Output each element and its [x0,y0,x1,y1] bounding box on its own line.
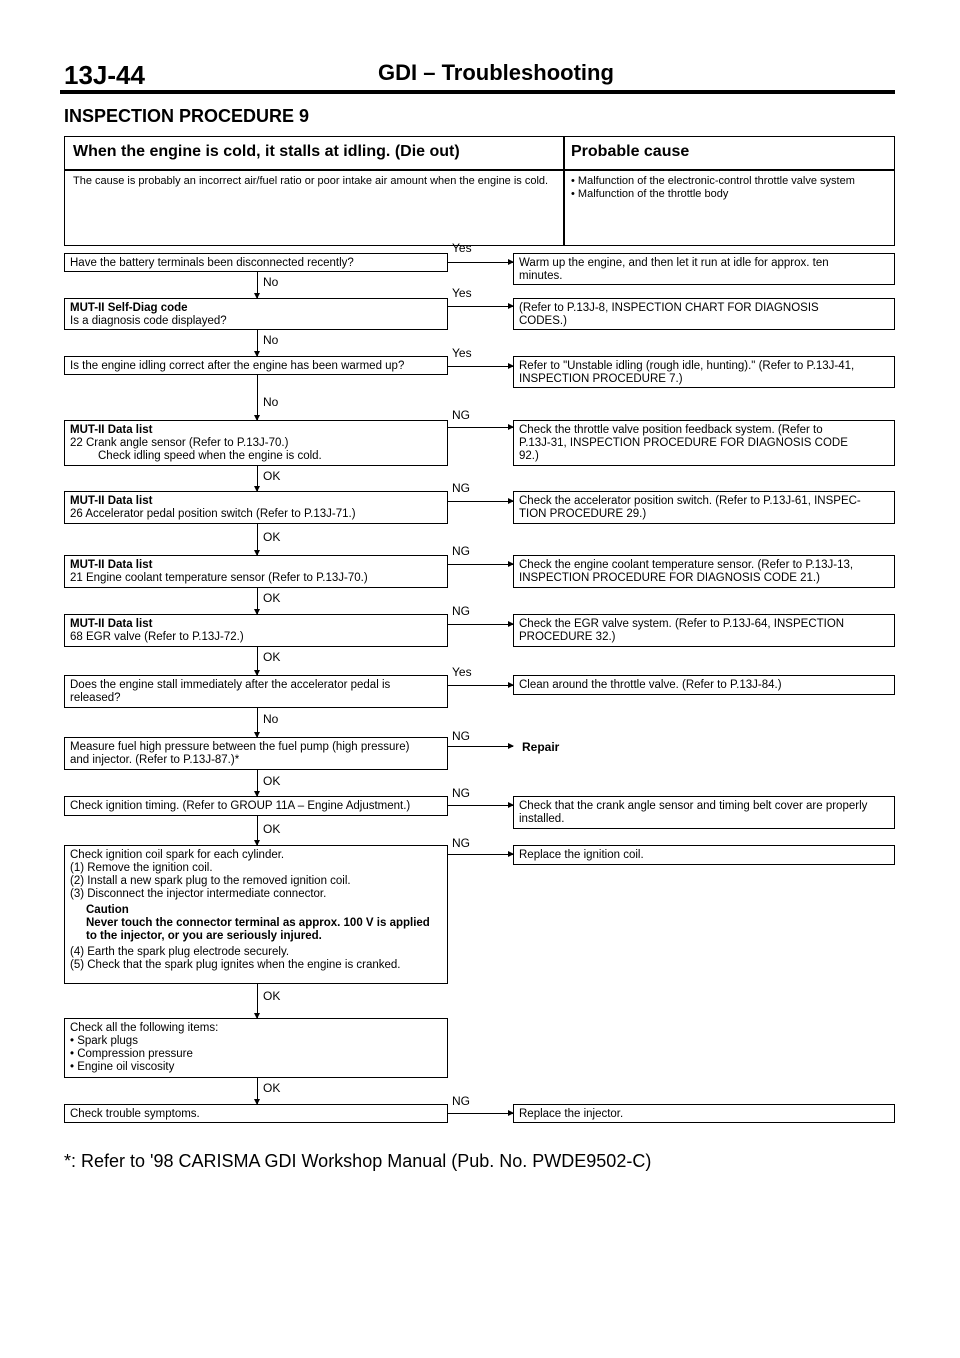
result-box-clean-throttle [513,675,895,695]
result-text: (Refer to P.13J-8, INSPECTION CHART FOR DIAGNOSIS [519,302,819,314]
right-arrow [448,1113,513,1114]
right-label: NG [452,481,470,495]
result-text: Replace the injector. [519,1108,624,1120]
check-box-stall-release [64,675,448,708]
down-arrow [257,272,258,298]
check-text: Measure fuel high pressure between the fuel pump (high pressure) [70,741,410,753]
down-arrow [257,375,258,420]
check-text: Have the battery terminals been disconnected recently? [70,257,354,269]
check-box-fuel-pressure [64,737,448,770]
check-box-idling-warm [64,356,448,375]
problem-table [64,136,895,246]
result-text: Check the EGR valve system. (Refer to P.13J-64, INSPECTION [519,618,845,630]
check-heading: MUT-II Data list [70,618,153,630]
check-box-accel-pedal [64,491,448,524]
down-label: No [263,275,279,289]
causes-list [571,175,889,201]
check-text: Check idling speed when the engine is cold. [98,450,322,462]
check-text: Does the engine stall immediately after the accelerator pedal is [70,679,391,691]
right-label: Yes [452,241,472,255]
check-text: 21 Engine coolant temperature sensor (Refer to P.13J-70.) [70,572,368,584]
check-step: (2) Install a new spark plug to the removed ignition coil. [70,875,351,887]
right-arrow [448,624,513,625]
right-label: NG [452,786,470,800]
result-text: INSPECTION PROCEDURE 7.) [519,373,683,385]
result-repair: Repair [522,740,560,754]
table-row-divider [65,169,894,171]
check-text: Check ignition timing. (Refer to GROUP 11A – Engine Adjustment.) [70,800,411,812]
down-label: OK [263,650,281,664]
result-box-inspection-chart [513,298,895,330]
cause-header: Probable cause [571,143,690,160]
caution-text: Never touch the connector terminal as approx. 100 V is applied to the injector, or you are seriously injured. [86,917,430,942]
down-label: OK [263,774,281,788]
right-arrow [448,854,513,855]
check-text: 26 Accelerator pedal position switch (Refer to P.13J-71.) [70,508,356,520]
down-label: No [263,395,279,409]
right-arrow [448,306,513,307]
result-box-replace-coil [513,845,895,865]
check-box-following-items [64,1018,448,1078]
result-box-replace-injector [513,1104,895,1123]
check-heading: MUT-II Data list [70,559,153,571]
result-text: TION PROCEDURE 29.) [519,508,647,520]
down-label: OK [263,469,281,483]
result-text: Check the accelerator position switch. (Refer to P.13J-61, INSPEC- [519,495,861,507]
right-label: NG [452,729,470,743]
result-text: P.13J-31, INSPECTION PROCEDURE FOR DIAGNOSIS CODE [519,437,848,449]
result-text: Check the throttle valve position feedback system. (Refer to [519,424,823,436]
right-label: Yes [452,286,472,300]
right-label: NG [452,408,470,422]
down-arrow [257,524,258,555]
check-text: Check all the following items: [70,1022,219,1034]
result-text: 92.) [519,450,539,462]
check-step: (1) Remove the ignition coil. [70,862,213,874]
result-box-throttle-feedback [513,420,895,466]
check-heading: MUT-II Data list [70,424,153,436]
result-text: CODES.) [519,315,567,327]
check-box-ignition-timing [64,796,448,816]
header-rule [60,90,895,94]
check-text: Is a diagnosis code displayed? [70,315,227,327]
down-label: No [263,333,279,347]
check-text: 68 EGR valve (Refer to P.13J-72.) [70,631,244,643]
right-arrow [448,685,513,686]
cause-item: • Malfunction of the electronic-control throttle valve system [571,175,855,187]
result-box-unstable-idling [513,356,895,388]
symptom-text: The cause is probably an incorrect air/fuel ratio or poor intake air amount when the engine is cold. [73,175,549,187]
down-arrow [257,984,258,1018]
right-arrow [448,366,513,367]
right-label: NG [452,544,470,558]
down-label: OK [263,822,281,836]
right-label: NG [452,1094,470,1108]
check-text: Check ignition coil spark for each cylinder. [70,849,285,861]
right-label: Yes [452,346,472,360]
result-box-accel-switch [513,491,895,524]
check-item: • Spark plugs [70,1035,138,1047]
right-label: NG [452,604,470,618]
right-arrow [448,427,513,428]
check-text: released? [70,692,121,704]
check-text: and injector. (Refer to P.13J-87.)* [70,754,240,766]
check-heading: MUT-II Data list [70,495,153,507]
right-arrow [448,805,513,806]
down-arrow [257,770,258,796]
down-label: OK [263,989,281,1003]
result-text: minutes. [519,270,563,282]
check-box-self-diag [64,298,448,330]
cause-item: • Malfunction of the throttle body [571,188,729,200]
right-arrow [448,746,513,747]
down-arrow [257,816,258,845]
result-text: Refer to "Unstable idling (rough idle, hunting)." (Refer to P.13J-41, [519,360,855,372]
check-text: Is the engine idling correct after the engine has been warmed up? [70,360,405,372]
down-arrow [257,466,258,491]
down-arrow [257,1078,258,1104]
result-text: Clean around the throttle valve. (Refer to P.13J-84.) [519,679,782,691]
caution-title: Caution [86,904,129,916]
down-arrow [257,708,258,737]
result-text: PROCEDURE 32.) [519,631,616,643]
check-box-trouble-symptoms [64,1104,448,1123]
check-box-crank-angle [64,420,448,466]
right-label: NG [452,836,470,850]
page-number: 13J-44 [64,60,145,90]
result-text: installed. [519,813,565,825]
table-column-divider [563,137,565,245]
symptom-header: When the engine is cold, it stalls at idling. (Die out) [73,143,460,160]
check-heading: MUT-II Self-Diag code [70,302,188,314]
check-text: 22 Crank angle sensor (Refer to P.13J-70.) [70,437,289,449]
right-arrow [448,501,513,502]
footnote: *: Refer to '98 CARISMA GDI Workshop Manual (Pub. No. PWDE9502-C) [64,1151,652,1171]
result-box-warm-up [513,253,895,285]
down-arrow [257,330,258,356]
result-text: INSPECTION PROCEDURE FOR DIAGNOSIS CODE 21.) [519,572,820,584]
check-step: (5) Check that the spark plug ignites when the engine is cranked. [70,959,401,971]
page-title: GDI – Troubleshooting [378,60,614,85]
check-box-egr [64,614,448,647]
right-label: Yes [452,665,472,679]
down-label: OK [263,530,281,544]
check-step: (4) Earth the spark plug electrode securely. [70,946,290,958]
right-arrow [448,262,513,263]
down-arrow [257,588,258,614]
check-box-coolant [64,555,448,588]
check-text: Check trouble symptoms. [70,1108,200,1120]
down-arrow [257,647,258,675]
result-box-coolant-sensor [513,555,895,588]
check-box-battery [64,253,448,272]
result-text: Warm up the engine, and then let it run at idle for approx. ten [519,257,829,269]
procedure-title: INSPECTION PROCEDURE 9 [64,106,310,126]
result-text: Replace the ignition coil. [519,849,644,861]
result-box-egr-system [513,614,895,647]
result-text: Check that the crank angle sensor and timing belt cover are properly [519,800,868,812]
check-box-ignition-coil [64,845,448,984]
result-text: Check the engine coolant temperature sensor. (Refer to P.13J-13, [519,559,854,571]
down-label: No [263,712,279,726]
check-step: (3) Disconnect the injector intermediate connector. [70,888,327,900]
check-item: • Engine oil viscosity [70,1061,175,1073]
result-box-crank-sensor-cover [513,796,895,829]
down-label: OK [263,1081,281,1095]
down-label: OK [263,591,281,605]
check-item: • Compression pressure [70,1048,193,1060]
right-arrow [448,564,513,565]
